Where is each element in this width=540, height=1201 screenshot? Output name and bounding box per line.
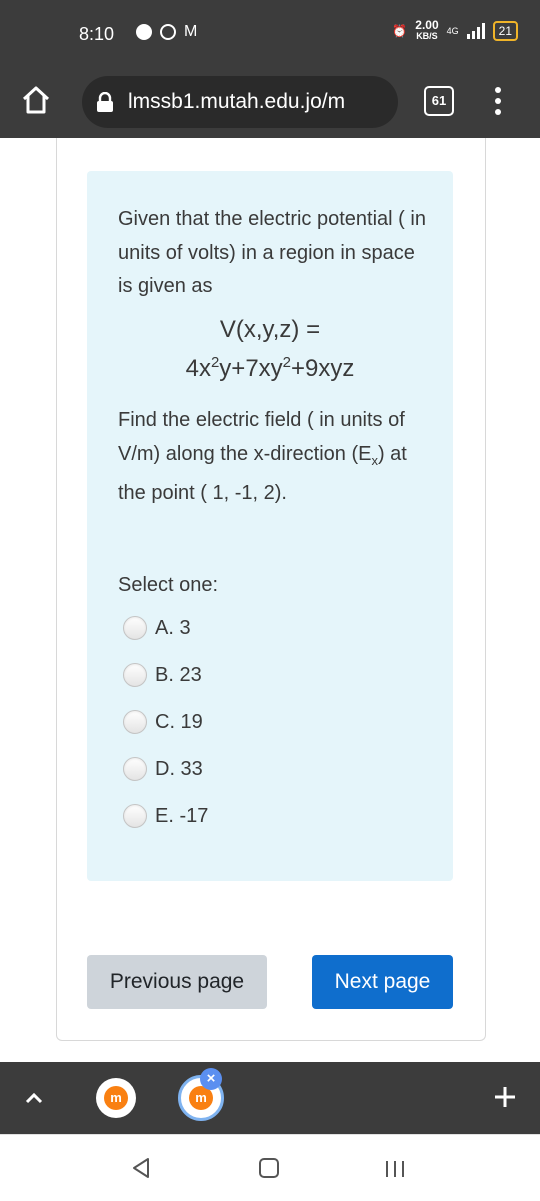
tab-moodle-1[interactable] [96, 1078, 136, 1118]
home-icon[interactable] [20, 84, 52, 116]
status-bar [0, 0, 540, 66]
recent-apps-icon[interactable] [384, 1159, 406, 1179]
formula-line-2: $4x^2y+7xy^2+9xyz$ [185, 354, 355, 382]
option-c-label[interactable]: C. 19 [155, 710, 203, 733]
system-navigation-bar [0, 1134, 540, 1201]
home-nav-icon[interactable] [259, 1158, 279, 1178]
formula-line-1: V(x,y,z) = [219, 316, 321, 343]
url-text: lmssb1.mutah.edu.jo/m [128, 90, 346, 113]
question-panel [87, 171, 453, 881]
lock-icon [96, 92, 114, 112]
battery-icon [493, 21, 518, 41]
signal-icon [467, 23, 485, 39]
status-time: 8:10 [79, 24, 115, 44]
option-d-radio[interactable] [123, 757, 147, 781]
battery-level: 21 [498, 24, 512, 38]
option-b-radio[interactable] [123, 663, 147, 687]
chevron-up-icon[interactable] [22, 1086, 46, 1110]
question-intro: Given that the electric potential ( in units of volts) in a region in space is given as [118, 208, 426, 297]
previous-page-button[interactable]: Previous page [87, 955, 267, 1009]
moodle-icon: m [104, 1086, 128, 1110]
network-type: 4G [446, 26, 459, 36]
option-e-radio[interactable] [123, 804, 147, 828]
alarm-icon: ⏰ [392, 24, 408, 38]
speed-unit: KB/S [416, 31, 438, 41]
next-page-button[interactable]: Next page [312, 955, 453, 1009]
browser-toolbar [0, 66, 540, 138]
browser-tab-strip [0, 1062, 540, 1134]
new-tab-icon[interactable] [490, 1082, 520, 1112]
more-options-icon[interactable] [492, 82, 504, 122]
address-bar[interactable] [82, 76, 398, 128]
network-speed [415, 20, 438, 42]
select-one-label: Select one: [118, 574, 219, 596]
option-d-label[interactable]: D. 33 [155, 757, 203, 780]
chat-bubble-icon [136, 24, 152, 40]
moodle-icon: m [189, 1086, 213, 1110]
option-e[interactable] [123, 800, 208, 832]
status-notification-icons [136, 24, 197, 40]
back-icon[interactable] [130, 1157, 152, 1179]
question-formula [87, 313, 453, 385]
option-b[interactable] [123, 659, 202, 691]
option-d[interactable] [123, 753, 203, 785]
question-prompt: Find the electric field ( in units of V/m) along the x-direction $(E_x)$ at the point ( 1, -1, 2). [118, 409, 407, 504]
tab-switcher-button[interactable]: 61 [424, 86, 454, 116]
option-a[interactable] [123, 612, 191, 644]
option-b-label[interactable]: B. 23 [155, 663, 202, 686]
option-c[interactable] [123, 706, 203, 738]
option-e-label[interactable]: E. -17 [155, 804, 209, 827]
close-tab-icon[interactable]: × [200, 1068, 222, 1090]
option-a-label[interactable]: A. 3 [155, 616, 191, 639]
speed-value: 2.00 [415, 18, 439, 32]
whatsapp-icon [160, 24, 176, 40]
option-a-radio[interactable] [123, 616, 147, 640]
gmail-icon: M [184, 23, 198, 40]
status-right-icons [392, 20, 518, 42]
option-c-radio[interactable] [123, 710, 147, 734]
